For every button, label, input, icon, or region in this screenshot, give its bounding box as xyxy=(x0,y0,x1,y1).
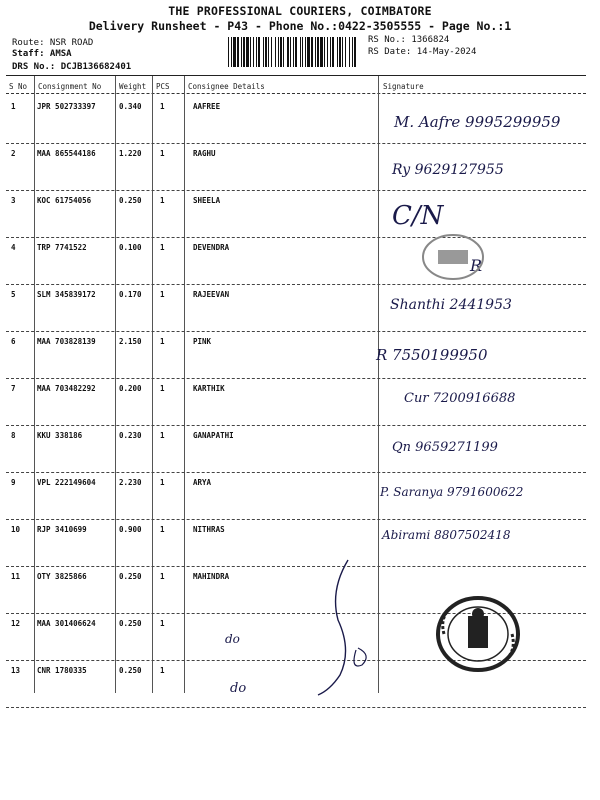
row-consignment-no: OTY 3825866 xyxy=(37,572,87,581)
rs-date-label: RS Date: 14-May-2024 xyxy=(368,47,477,57)
row-signature: P. Saranya 9791600622 xyxy=(380,485,524,499)
row-sno: 5 xyxy=(11,290,16,299)
row-pcs: 1 xyxy=(160,290,165,299)
row-sno: 10 xyxy=(11,525,21,534)
row-sno: 3 xyxy=(11,196,16,205)
row-signature: Qn 9659271199 xyxy=(392,440,498,455)
row-pcs: 1 xyxy=(160,149,165,158)
row-consignee: DEVENDRA xyxy=(193,243,230,252)
row-weight: 0.250 xyxy=(119,619,142,628)
row-pcs: 1 xyxy=(160,431,165,440)
row-consignee: GANAPATHI xyxy=(193,431,234,440)
row-consignment-no: TRP 7741522 xyxy=(37,243,87,252)
col-head-consignment: Consignment No xyxy=(38,82,102,91)
col-head-sno: S No xyxy=(9,82,28,91)
row-signature: Ry 9629127955 xyxy=(392,162,504,178)
row-signature: C/N xyxy=(392,201,444,231)
drs-label: DRS No.: DCJB136682401 xyxy=(12,62,132,72)
row-consignment-no: SLM 345839172 xyxy=(37,290,96,299)
row-signature: R xyxy=(470,256,483,275)
row-pcs: 1 xyxy=(160,666,165,675)
row-consignment-no: MAA 703482292 xyxy=(37,384,96,393)
row-signature: Cur 7200916688 xyxy=(404,391,516,406)
row-weight: 2.150 xyxy=(119,337,142,346)
row-pcs: 1 xyxy=(160,525,165,534)
row-consignee: SHEELA xyxy=(193,196,221,205)
row-weight: 1.220 xyxy=(119,149,142,158)
row-weight: 0.250 xyxy=(119,196,142,205)
row-weight: 0.250 xyxy=(119,572,142,581)
row-weight: 0.340 xyxy=(119,102,142,111)
row-sno: 6 xyxy=(11,337,16,346)
row-pcs: 1 xyxy=(160,384,165,393)
col-head-signature: Signature xyxy=(383,82,424,91)
row-pcs: 1 xyxy=(160,619,165,628)
row-sno: 2 xyxy=(11,149,16,158)
row-pcs: 1 xyxy=(160,337,165,346)
row-consignment-no: RJP 3410699 xyxy=(37,525,87,534)
staff-label: Staff: AMSA xyxy=(12,49,72,59)
row-consignee: ARYA xyxy=(193,478,212,487)
row-pcs: 1 xyxy=(160,243,165,252)
runsheet-subtitle: Delivery Runsheet - P43 - Phone No.:0422-3505555 - Page No.:1 xyxy=(88,19,512,33)
row-signature: Shanthi 2441953 xyxy=(390,297,512,313)
row-pcs: 1 xyxy=(160,478,165,487)
row-consignment-no: MAA 301406624 xyxy=(37,619,96,628)
row-sno: 13 xyxy=(11,666,21,675)
row-signature: R 7550199950 xyxy=(376,346,488,364)
row-consignment-no: MAA 865544186 xyxy=(37,149,96,158)
row-consignee: PINK xyxy=(193,337,212,346)
route-label: Route: NSR ROAD xyxy=(12,38,94,48)
row-weight: 0.900 xyxy=(119,525,142,534)
row-weight: 0.230 xyxy=(119,431,142,440)
row-weight: 0.200 xyxy=(119,384,142,393)
row-consignment-no: KOC 61754056 xyxy=(37,196,92,205)
row-signature: M. Aafre 9995299959 xyxy=(394,113,561,131)
row-weight: 0.170 xyxy=(119,290,142,299)
row-weight: 0.250 xyxy=(119,666,142,675)
col-head-consignee: Consignee Details xyxy=(188,82,265,91)
row-sno: 7 xyxy=(11,384,16,393)
row-sno: 1 xyxy=(11,102,16,111)
row-consignment-no: KKU 338186 xyxy=(37,431,83,440)
row-signature: do xyxy=(230,681,247,696)
row-consignment-no: MAA 703828139 xyxy=(37,337,96,346)
row-weight: 2.230 xyxy=(119,478,142,487)
row-consignment-no: VPL 222149604 xyxy=(37,478,96,487)
row-sno: 8 xyxy=(11,431,16,440)
row-consignment-no: CNR 1780335 xyxy=(37,666,87,675)
row-sno: 12 xyxy=(11,619,21,628)
row-pcs: 1 xyxy=(160,572,165,581)
col-head-weight: Weight xyxy=(119,82,147,91)
row-consignee: MAHINDRA xyxy=(193,572,230,581)
row-signature: do xyxy=(225,632,240,646)
row-sno: 9 xyxy=(11,478,16,487)
row-weight: 0.100 xyxy=(119,243,142,252)
row-consignee: RAJEEVAN xyxy=(193,290,230,299)
row-consignee: RAGHU xyxy=(193,149,216,158)
row-consignee: KARTHIK xyxy=(193,384,225,393)
row-pcs: 1 xyxy=(160,102,165,111)
col-head-pcs: PCS xyxy=(156,82,170,91)
row-sno: 11 xyxy=(11,572,21,581)
row-consignment-no: JPR 502733397 xyxy=(37,102,96,111)
company-title: THE PROFESSIONAL COURIERS, COIMBATORE xyxy=(168,4,432,18)
rs-no-label: RS No.: 1366824 xyxy=(368,35,450,45)
row-signature: Abirami 8807502418 xyxy=(382,528,511,542)
row-consignee: NITHRAS xyxy=(193,525,225,534)
row-pcs: 1 xyxy=(160,196,165,205)
row-sno: 4 xyxy=(11,243,16,252)
row-consignee: AAFREE xyxy=(193,102,221,111)
